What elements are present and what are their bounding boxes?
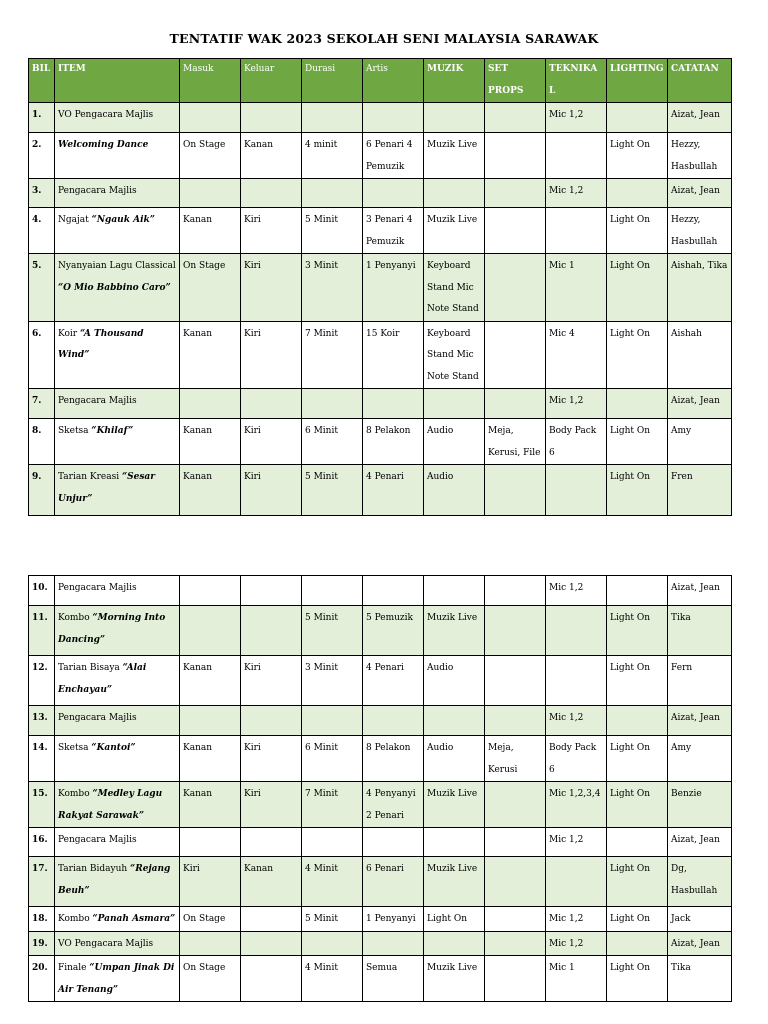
table-row bbox=[29, 465, 732, 516]
table-row bbox=[29, 133, 732, 179]
cell-artis bbox=[363, 103, 424, 133]
cell-item bbox=[55, 706, 180, 736]
cell-props bbox=[485, 389, 546, 419]
cell-durasi: 5 Minit bbox=[302, 606, 363, 656]
cell-catatan: Dg, Hasbullah bbox=[668, 857, 732, 907]
cell-keluar: Kiri bbox=[241, 782, 302, 828]
cell-masuk: Kanan bbox=[180, 321, 241, 389]
cell-masuk: Kanan bbox=[180, 782, 241, 828]
cell-lighting bbox=[607, 931, 668, 956]
cell-keluar: Kiri bbox=[241, 656, 302, 706]
column-header-keluar: Keluar bbox=[241, 59, 302, 103]
cell-props bbox=[485, 956, 546, 1002]
item-text: Ngajat bbox=[58, 215, 92, 225]
cell-props bbox=[485, 179, 546, 208]
cell-keluar bbox=[241, 606, 302, 656]
cell-catatan: Tika bbox=[668, 606, 732, 656]
cell-durasi bbox=[302, 931, 363, 956]
cell-artis: 4 Penari bbox=[363, 465, 424, 516]
table-row bbox=[29, 736, 732, 782]
item-title: “Umpan Jinak Di Air Tenang” bbox=[58, 963, 175, 995]
cell-props bbox=[485, 606, 546, 656]
cell-item bbox=[55, 736, 180, 782]
cell-durasi: 7 Minit bbox=[302, 782, 363, 828]
cell-muzik: Audio bbox=[424, 465, 485, 516]
cell-props bbox=[485, 857, 546, 907]
cell-bil: 13. bbox=[29, 706, 55, 736]
cell-item bbox=[55, 465, 180, 516]
cell-masuk: On Stage bbox=[180, 907, 241, 932]
cell-lighting: Light On bbox=[607, 133, 668, 179]
cell-durasi: 4 Minit bbox=[302, 956, 363, 1002]
cell-masuk bbox=[180, 828, 241, 857]
cell-keluar bbox=[241, 103, 302, 133]
cell-teknikal: Mic 1,2 bbox=[546, 931, 607, 956]
cell-durasi bbox=[302, 179, 363, 208]
item-text: VO Pengacara Majlis bbox=[58, 938, 154, 949]
cell-durasi bbox=[302, 706, 363, 736]
cell-catatan: Aizat, Jean bbox=[668, 931, 732, 956]
cell-item bbox=[55, 656, 180, 706]
cell-masuk: On Stage bbox=[180, 956, 241, 1002]
item-text: Nyanyaian Lagu Classical bbox=[58, 261, 176, 271]
item-text: Kombo bbox=[58, 914, 93, 924]
cell-keluar bbox=[241, 931, 302, 956]
cell-catatan: Jack bbox=[668, 907, 732, 932]
cell-lighting bbox=[607, 103, 668, 133]
cell-keluar bbox=[241, 706, 302, 736]
table-row bbox=[29, 956, 732, 1002]
cell-lighting: Light On bbox=[607, 857, 668, 907]
cell-masuk: Kiri bbox=[180, 857, 241, 907]
table-row bbox=[29, 321, 732, 389]
item-title: “Medley Lagu Rakyat Sarawak” bbox=[58, 789, 163, 821]
cell-lighting: Light On bbox=[607, 465, 668, 516]
cell-lighting: Light On bbox=[607, 907, 668, 932]
cell-artis: 6 Penari 4 Pemuzik bbox=[363, 133, 424, 179]
table-row bbox=[29, 419, 732, 465]
cell-masuk: Kanan bbox=[180, 736, 241, 782]
item-title: “Sesar Unjur” bbox=[58, 472, 155, 504]
item-title: “A Thousand Wind” bbox=[58, 328, 144, 360]
table-row bbox=[29, 208, 732, 254]
cell-artis: 4 Penari bbox=[363, 656, 424, 706]
cell-masuk: On Stage bbox=[180, 254, 241, 322]
cell-lighting bbox=[607, 706, 668, 736]
cell-muzik: Muzik Live bbox=[424, 606, 485, 656]
cell-durasi: 5 Minit bbox=[302, 465, 363, 516]
table-row bbox=[29, 828, 732, 857]
column-header-durasi: Durasi bbox=[302, 59, 363, 103]
column-header-teknikal: TEKNIKAL bbox=[546, 59, 607, 103]
cell-masuk: On Stage bbox=[180, 133, 241, 179]
cell-masuk bbox=[180, 576, 241, 606]
cell-durasi: 4 Minit bbox=[302, 857, 363, 907]
cell-durasi: 6 Minit bbox=[302, 736, 363, 782]
cell-bil: 1. bbox=[29, 103, 55, 133]
item-title: “Ngauk Aik” bbox=[91, 215, 155, 225]
cell-props bbox=[485, 321, 546, 389]
cell-item bbox=[55, 907, 180, 932]
cell-item bbox=[55, 576, 180, 606]
cell-bil: 12. bbox=[29, 656, 55, 706]
cell-masuk bbox=[180, 389, 241, 419]
cell-item bbox=[55, 419, 180, 465]
table-row bbox=[29, 606, 732, 656]
cell-muzik: Muzik Live bbox=[424, 133, 485, 179]
cell-teknikal: Mic 4 bbox=[546, 321, 607, 389]
cell-muzik bbox=[424, 706, 485, 736]
cell-artis bbox=[363, 828, 424, 857]
cell-item bbox=[55, 828, 180, 857]
cell-item bbox=[55, 103, 180, 133]
cell-lighting: Light On bbox=[607, 782, 668, 828]
cell-lighting: Light On bbox=[607, 254, 668, 322]
cell-lighting bbox=[607, 179, 668, 208]
cell-muzik bbox=[424, 931, 485, 956]
cell-teknikal: Mic 1 bbox=[546, 956, 607, 1002]
cell-item bbox=[55, 782, 180, 828]
cell-artis: 1 Penyanyi bbox=[363, 254, 424, 322]
item-text: Kombo bbox=[58, 789, 93, 799]
cell-lighting: Light On bbox=[607, 419, 668, 465]
item-text: Pengacara Majlis bbox=[58, 713, 137, 723]
cell-durasi: 4 minit bbox=[302, 133, 363, 179]
cell-props bbox=[485, 208, 546, 254]
item-text: VO Pengacara Majlis bbox=[58, 110, 154, 120]
cell-lighting: Light On bbox=[607, 208, 668, 254]
cell-catatan: Hezzy, Hasbullah bbox=[668, 133, 732, 179]
cell-masuk bbox=[180, 103, 241, 133]
cell-item bbox=[55, 956, 180, 1002]
item-title: Welcoming Dance bbox=[58, 140, 149, 150]
item-text: Pengacara Majlis bbox=[58, 835, 137, 845]
table-row bbox=[29, 656, 732, 706]
table-row bbox=[29, 576, 732, 606]
cell-teknikal bbox=[546, 465, 607, 516]
cell-catatan: Aizat, Jean bbox=[668, 828, 732, 857]
cell-teknikal: Mic 1,2 bbox=[546, 389, 607, 419]
schedule-body-part-2 bbox=[29, 576, 732, 1002]
cell-catatan: Fern bbox=[668, 656, 732, 706]
cell-artis: 1 Penyanyi bbox=[363, 907, 424, 932]
cell-keluar bbox=[241, 389, 302, 419]
cell-bil: 16. bbox=[29, 828, 55, 857]
cell-muzik: Audio bbox=[424, 736, 485, 782]
cell-artis: 3 Penari 4 Pemuzik bbox=[363, 208, 424, 254]
column-header-lighting: LIGHTING bbox=[607, 59, 668, 103]
cell-props bbox=[485, 576, 546, 606]
cell-bil: 3. bbox=[29, 179, 55, 208]
cell-artis bbox=[363, 931, 424, 956]
cell-muzik: Light On bbox=[424, 907, 485, 932]
cell-catatan: Amy bbox=[668, 419, 732, 465]
table-row bbox=[29, 907, 732, 932]
cell-masuk bbox=[180, 931, 241, 956]
cell-teknikal: Mic 1,2 bbox=[546, 103, 607, 133]
item-title: “Morning Into Dancing” bbox=[58, 613, 166, 645]
cell-lighting: Light On bbox=[607, 656, 668, 706]
cell-durasi: 5 Minit bbox=[302, 208, 363, 254]
cell-masuk bbox=[180, 179, 241, 208]
cell-lighting: Light On bbox=[607, 736, 668, 782]
table-row bbox=[29, 706, 732, 736]
cell-masuk: Kanan bbox=[180, 656, 241, 706]
cell-keluar: Kiri bbox=[241, 465, 302, 516]
cell-catatan: Tika bbox=[668, 956, 732, 1002]
cell-item bbox=[55, 321, 180, 389]
column-header-item: ITEM bbox=[55, 59, 180, 103]
cell-keluar: Kiri bbox=[241, 321, 302, 389]
cell-muzik bbox=[424, 576, 485, 606]
cell-props bbox=[485, 133, 546, 179]
cell-durasi: 6 Minit bbox=[302, 419, 363, 465]
item-title: “Kantoi” bbox=[91, 743, 136, 753]
cell-lighting bbox=[607, 828, 668, 857]
column-header-artis: Artis bbox=[363, 59, 424, 103]
cell-muzik: Muzik Live bbox=[424, 956, 485, 1002]
cell-durasi bbox=[302, 389, 363, 419]
cell-durasi: 5 Minit bbox=[302, 907, 363, 932]
cell-catatan: Hezzy, Hasbullah bbox=[668, 208, 732, 254]
cell-bil: 6. bbox=[29, 321, 55, 389]
column-header-set-props: SET PROPS bbox=[485, 59, 546, 103]
cell-muzik: Muzik Live bbox=[424, 857, 485, 907]
cell-bil: 8. bbox=[29, 419, 55, 465]
cell-keluar: Kanan bbox=[241, 133, 302, 179]
cell-masuk bbox=[180, 706, 241, 736]
cell-bil: 9. bbox=[29, 465, 55, 516]
table-row bbox=[29, 782, 732, 828]
cell-artis: Semua bbox=[363, 956, 424, 1002]
table-row bbox=[29, 857, 732, 907]
cell-keluar bbox=[241, 576, 302, 606]
cell-artis: 8 Pelakon bbox=[363, 736, 424, 782]
cell-durasi bbox=[302, 828, 363, 857]
cell-keluar: Kiri bbox=[241, 736, 302, 782]
cell-bil: 15. bbox=[29, 782, 55, 828]
item-title: “Panah Asmara” bbox=[92, 914, 176, 924]
item-text: Sketsa bbox=[58, 743, 92, 753]
item-text: Pengacara Majlis bbox=[58, 583, 137, 593]
cell-bil: 14. bbox=[29, 736, 55, 782]
table-header-row bbox=[29, 59, 732, 103]
cell-masuk: Kanan bbox=[180, 419, 241, 465]
cell-catatan: Benzie bbox=[668, 782, 732, 828]
cell-keluar bbox=[241, 907, 302, 932]
cell-bil: 20. bbox=[29, 956, 55, 1002]
schedule-table-part-1 bbox=[28, 58, 732, 516]
item-text: Tarian Bidayuh bbox=[58, 864, 131, 874]
cell-props bbox=[485, 706, 546, 736]
cell-durasi bbox=[302, 576, 363, 606]
cell-lighting bbox=[607, 389, 668, 419]
cell-props bbox=[485, 103, 546, 133]
cell-artis: 8 Pelakon bbox=[363, 419, 424, 465]
table-row bbox=[29, 254, 732, 322]
cell-durasi: 3 Minit bbox=[302, 254, 363, 322]
item-title: “Khilaf” bbox=[91, 426, 134, 436]
cell-masuk bbox=[180, 606, 241, 656]
cell-props bbox=[485, 931, 546, 956]
cell-teknikal: Mic 1,2,3,4 bbox=[546, 782, 607, 828]
cell-bil: 4. bbox=[29, 208, 55, 254]
cell-item bbox=[55, 179, 180, 208]
cell-item bbox=[55, 133, 180, 179]
cell-props: Meja, Kerusi, File bbox=[485, 419, 546, 465]
cell-artis: 4 Penyanyi 2 Penari bbox=[363, 782, 424, 828]
cell-item bbox=[55, 208, 180, 254]
cell-keluar bbox=[241, 828, 302, 857]
column-header-catatan: CATATAN bbox=[668, 59, 732, 103]
cell-catatan: Aishah bbox=[668, 321, 732, 389]
cell-durasi bbox=[302, 103, 363, 133]
cell-catatan: Aizat, Jean bbox=[668, 576, 732, 606]
cell-props bbox=[485, 782, 546, 828]
cell-teknikal bbox=[546, 208, 607, 254]
cell-keluar: Kiri bbox=[241, 419, 302, 465]
cell-catatan: Fren bbox=[668, 465, 732, 516]
cell-artis: 5 Pemuzik bbox=[363, 606, 424, 656]
item-text: Koir bbox=[58, 328, 80, 339]
cell-props bbox=[485, 465, 546, 516]
cell-catatan: Aizat, Jean bbox=[668, 389, 732, 419]
cell-masuk: Kanan bbox=[180, 465, 241, 516]
cell-teknikal: Body Pack 6 bbox=[546, 736, 607, 782]
cell-keluar: Kanan bbox=[241, 857, 302, 907]
cell-muzik: Muzik Live bbox=[424, 208, 485, 254]
cell-muzik bbox=[424, 179, 485, 208]
cell-masuk: Kanan bbox=[180, 208, 241, 254]
cell-bil: 10. bbox=[29, 576, 55, 606]
cell-muzik: Keyboard Stand Mic Note Stand bbox=[424, 254, 485, 322]
item-text: Finale bbox=[58, 963, 90, 973]
cell-teknikal: Mic 1,2 bbox=[546, 907, 607, 932]
cell-muzik bbox=[424, 828, 485, 857]
cell-teknikal: Mic 1,2 bbox=[546, 828, 607, 857]
cell-keluar bbox=[241, 179, 302, 208]
cell-teknikal: Body Pack 6 bbox=[546, 419, 607, 465]
table-row bbox=[29, 103, 732, 133]
column-header-muzik: MUZIK bbox=[424, 59, 485, 103]
cell-lighting bbox=[607, 576, 668, 606]
item-text: Tarian Bisaya bbox=[58, 663, 123, 673]
cell-keluar: Kiri bbox=[241, 254, 302, 322]
schedule-body-part-1 bbox=[29, 103, 732, 516]
cell-props bbox=[485, 907, 546, 932]
item-title: “Alai Enchayau” bbox=[58, 663, 147, 695]
cell-muzik: Audio bbox=[424, 419, 485, 465]
cell-keluar: Kiri bbox=[241, 208, 302, 254]
cell-item bbox=[55, 931, 180, 956]
table-row bbox=[29, 931, 732, 956]
cell-props: Meja, Kerusi bbox=[485, 736, 546, 782]
cell-catatan: Aizat, Jean bbox=[668, 706, 732, 736]
cell-durasi: 3 Minit bbox=[302, 656, 363, 706]
cell-catatan: Amy bbox=[668, 736, 732, 782]
item-text: Tarian Kreasi bbox=[58, 472, 122, 482]
item-text: Pengacara Majlis bbox=[58, 396, 137, 406]
cell-teknikal bbox=[546, 606, 607, 656]
cell-bil: 5. bbox=[29, 254, 55, 322]
cell-bil: 11. bbox=[29, 606, 55, 656]
cell-props bbox=[485, 828, 546, 857]
cell-item bbox=[55, 857, 180, 907]
cell-lighting: Light On bbox=[607, 321, 668, 389]
cell-item bbox=[55, 254, 180, 322]
cell-item bbox=[55, 606, 180, 656]
cell-bil: 7. bbox=[29, 389, 55, 419]
cell-teknikal: Mic 1,2 bbox=[546, 179, 607, 208]
cell-teknikal: Mic 1,2 bbox=[546, 706, 607, 736]
cell-durasi: 7 Minit bbox=[302, 321, 363, 389]
cell-artis bbox=[363, 389, 424, 419]
cell-bil: 2. bbox=[29, 133, 55, 179]
cell-lighting: Light On bbox=[607, 606, 668, 656]
cell-bil: 18. bbox=[29, 907, 55, 932]
cell-bil: 17. bbox=[29, 857, 55, 907]
cell-muzik bbox=[424, 103, 485, 133]
cell-teknikal bbox=[546, 656, 607, 706]
cell-teknikal: Mic 1 bbox=[546, 254, 607, 322]
cell-artis bbox=[363, 706, 424, 736]
cell-catatan: Aizat, Jean bbox=[668, 179, 732, 208]
cell-keluar bbox=[241, 956, 302, 1002]
item-text: Sketsa bbox=[58, 426, 92, 436]
item-title: “O Mio Babbino Caro” bbox=[58, 282, 171, 293]
cell-artis: 15 Koir bbox=[363, 321, 424, 389]
cell-muzik: Keyboard Stand Mic Note Stand bbox=[424, 321, 485, 389]
schedule-table-part-2 bbox=[28, 575, 732, 1002]
cell-teknikal: Mic 1,2 bbox=[546, 576, 607, 606]
item-title: “Rejang Beuh” bbox=[58, 864, 171, 896]
page-title: TENTATIF WAK 2023 SEKOLAH SENI MALAYSIA SARAWAK bbox=[169, 31, 599, 46]
column-header-bil: BIL bbox=[29, 59, 55, 103]
cell-teknikal bbox=[546, 133, 607, 179]
table-row bbox=[29, 179, 732, 208]
cell-catatan: Aizat, Jean bbox=[668, 103, 732, 133]
cell-props bbox=[485, 656, 546, 706]
cell-catatan: Aishah, Tika bbox=[668, 254, 732, 322]
cell-teknikal bbox=[546, 857, 607, 907]
cell-muzik bbox=[424, 389, 485, 419]
cell-muzik: Audio bbox=[424, 656, 485, 706]
cell-bil: 19. bbox=[29, 931, 55, 956]
cell-artis: 6 Penari bbox=[363, 857, 424, 907]
cell-artis bbox=[363, 576, 424, 606]
item-text: Pengacara Majlis bbox=[58, 186, 137, 196]
cell-muzik: Muzik Live bbox=[424, 782, 485, 828]
cell-props bbox=[485, 254, 546, 322]
cell-artis bbox=[363, 179, 424, 208]
cell-item bbox=[55, 389, 180, 419]
table-row bbox=[29, 389, 732, 419]
column-header-masuk: Masuk bbox=[180, 59, 241, 103]
item-text: Kombo bbox=[58, 613, 93, 623]
cell-lighting: Light On bbox=[607, 956, 668, 1002]
